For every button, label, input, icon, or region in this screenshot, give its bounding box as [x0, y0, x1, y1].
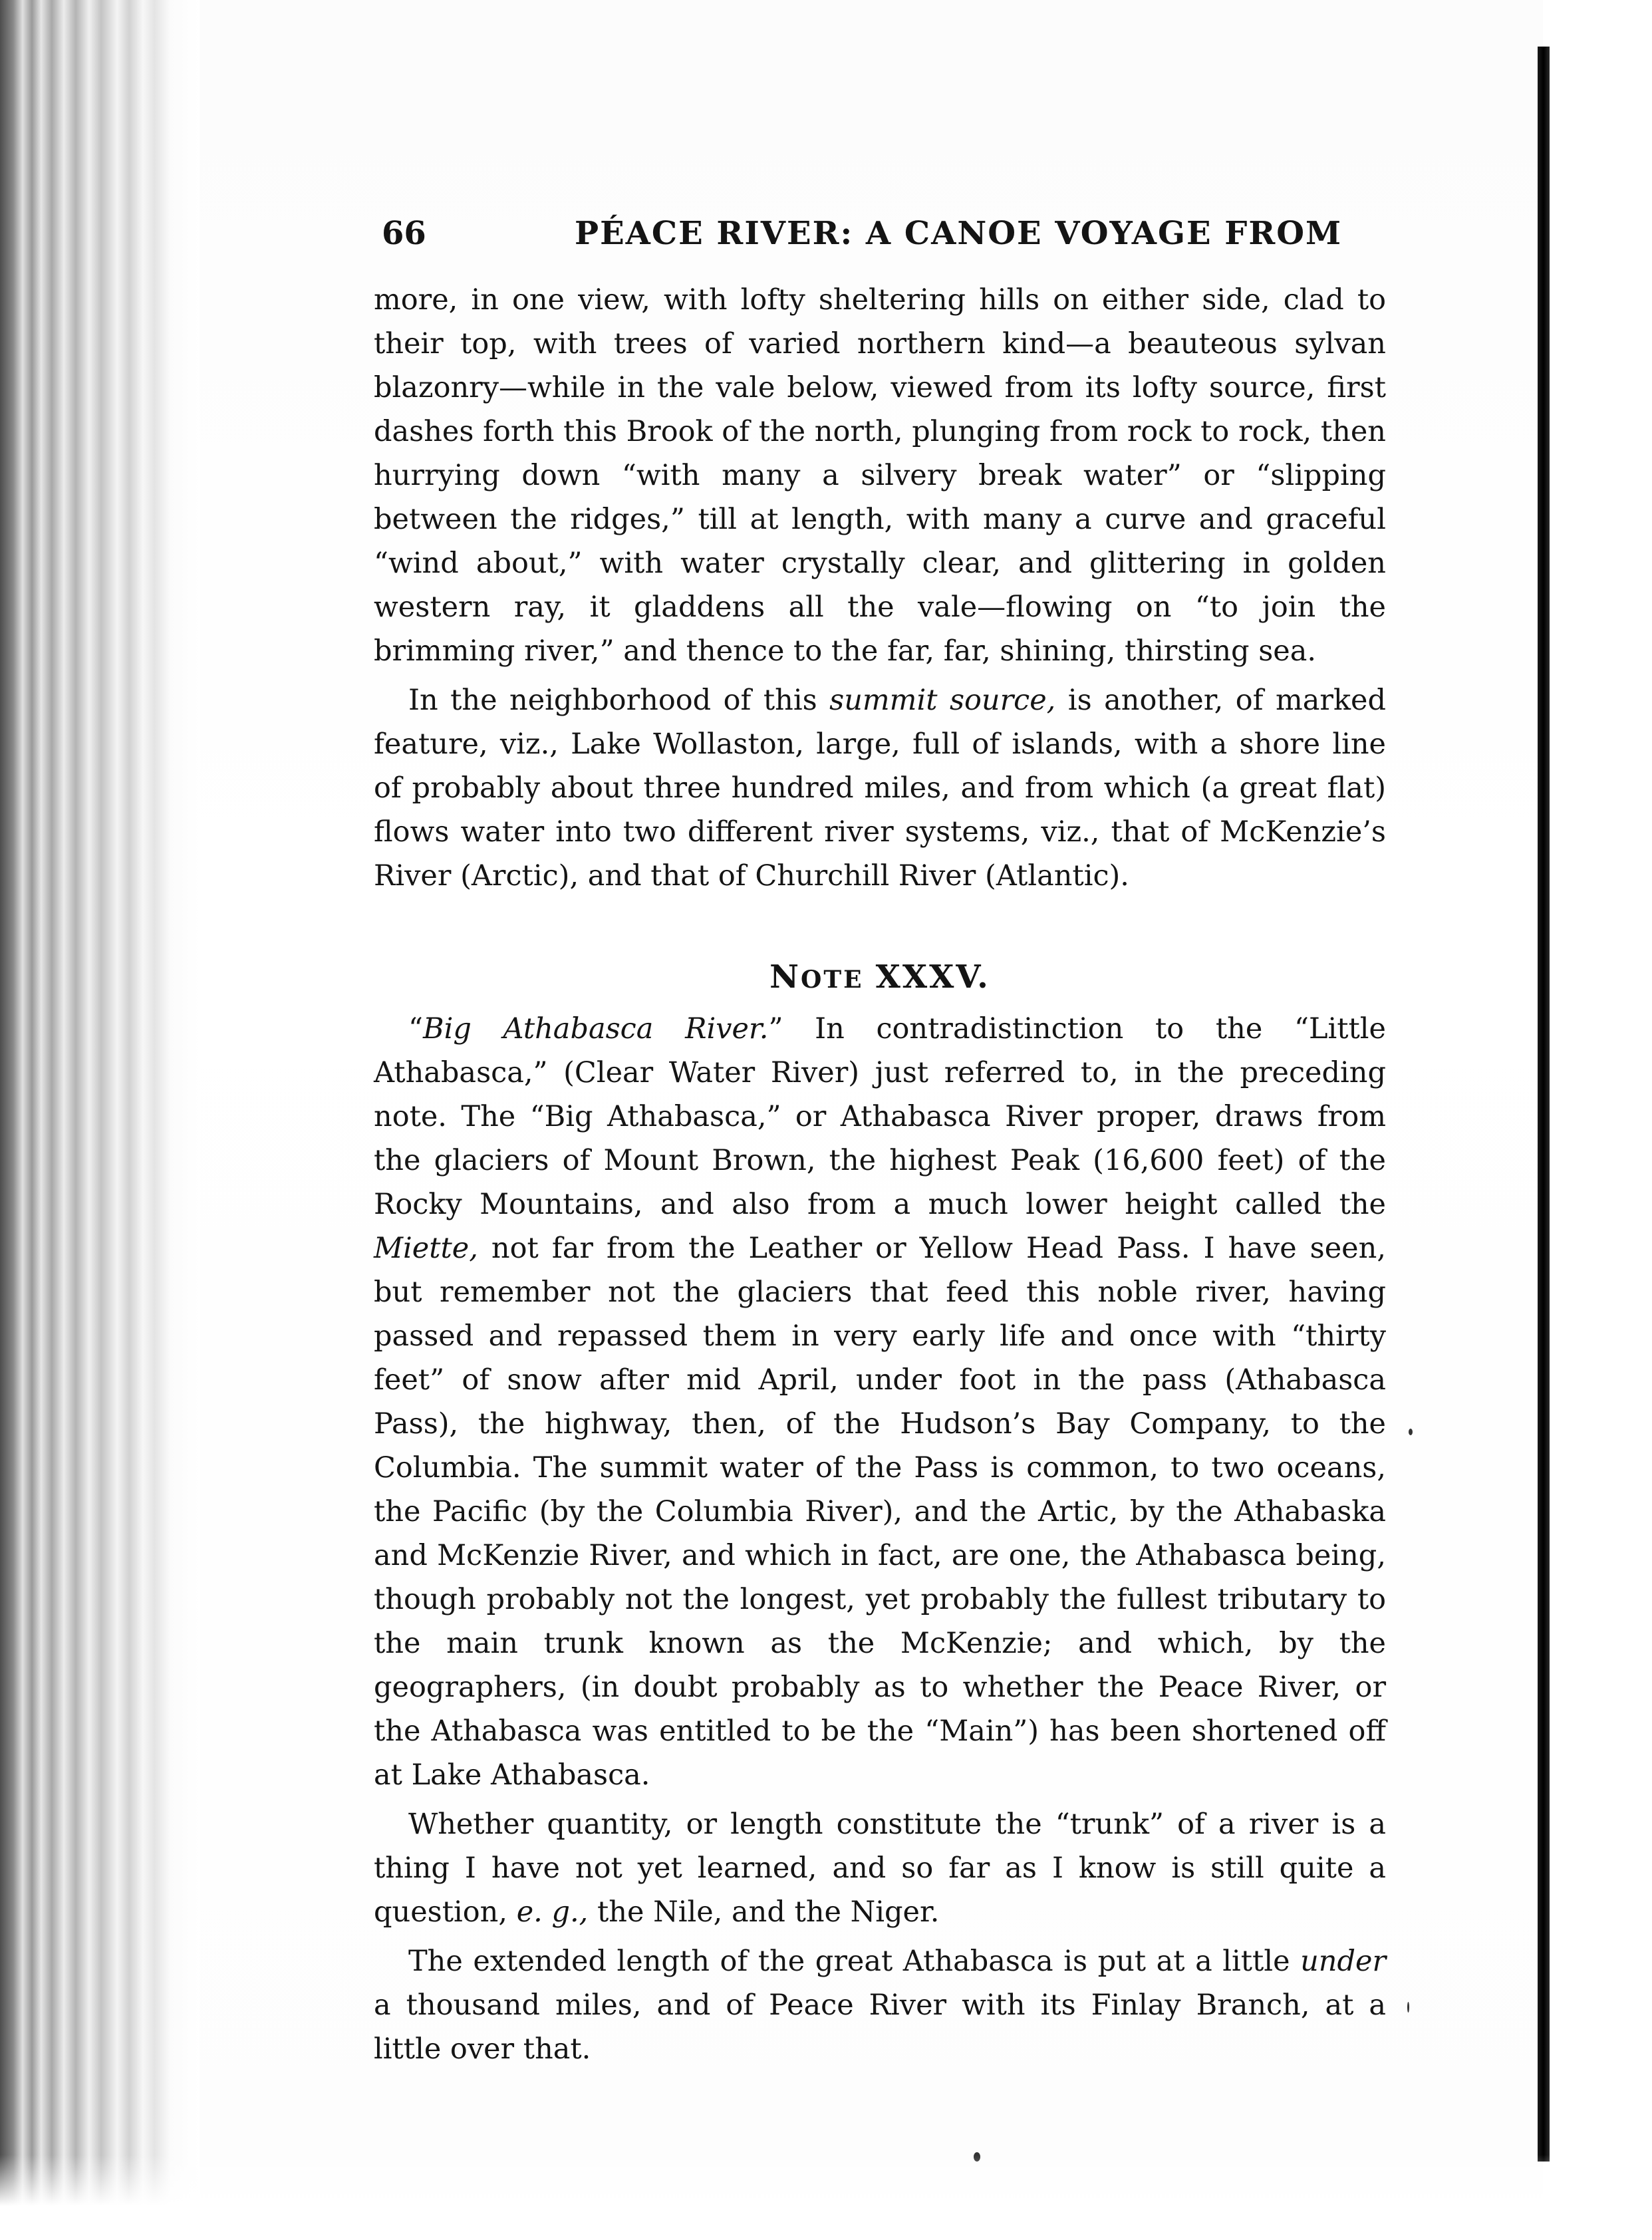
- paragraph-quantity-or-length: [374, 1802, 1386, 1934]
- note-heading: [374, 955, 1386, 1002]
- stacked-page-edges: [0, 0, 200, 2240]
- body-text: [374, 278, 1386, 2071]
- paragraph-text: “: [408, 1012, 423, 1046]
- paragraph-text: more, in one view, with lofty sheltering hills on either side, clad to their top, with trees of varied northern kind—a beauteous sylvan blazonry—while in the vale below, viewed from its lofty source, first dashes forth this Brook of the north, plunging from rock to rock, then hurrying down “with many a silvery break water” or “slipping between the ridges,” till at length, with many a curve and graceful “wind about,” with water crystally clear, and glittering in golden western ray, it gladdens all the vale—flowing on “to join the brimming river,” and thence to the far, far, shining, thirsting sea.: [374, 283, 1386, 668]
- paragraph-text: the Nile, and the Niger.: [588, 1895, 940, 1929]
- running-title: PÉACE RIVER: A CANOE VOYAGE FROM: [575, 215, 1343, 252]
- paragraph-continuation: [374, 278, 1386, 673]
- right-margin: [1550, 0, 1652, 2240]
- paragraph-text: not far from the Leather or Yellow Head Pass. I have seen, but remember not the glaciers that feed this noble river, having passed and repassed them in very early life and once with “thirty feet” of snow after mid April, under foot in the pass (Athabasca Pass), the highway, then, of the Hudson’s Bay Company, to the Columbia. The summit water of the Pass is common, to two oceans, the Pacific (by the Columbia River), and the Artic, by the Athabaska and McKenzie River, and which in fact, are one, the Athabasca being, though probably not the longest, yet probably the fullest tributary to the main trunk known as the McKenzie; and which, by the geographers, (in doubt probably as to whether the Peace River, or the Athabasca was entitled to be the “Main”) has been shortened off at Lake Athabasca.: [374, 1232, 1386, 1792]
- paragraph-extended-length: [374, 1939, 1386, 2071]
- scan-speck: [1409, 1429, 1413, 1435]
- note-heading-initial: N: [769, 958, 801, 996]
- paragraph-big-athabasca: [374, 1007, 1386, 1797]
- right-page-edge: [1538, 47, 1550, 2162]
- bottom-margin: [0, 2155, 1652, 2240]
- note-heading-numeral: XXXV.: [875, 958, 990, 996]
- italic-term: under: [1300, 1945, 1386, 1978]
- paragraph-text: Whether quantity, or length constitute the “trunk” of a river is a thing I have not yet learned, and so far as I know is still quite a question,: [374, 1808, 1386, 1929]
- italic-term: summit source,: [829, 684, 1056, 717]
- page-number: 66: [382, 215, 426, 252]
- paragraph-text: a thousand miles, and of Peace River with its Finlay Branch, at a little over that.: [374, 1989, 1386, 2066]
- paragraph-text: In the neighborhood of this: [408, 684, 830, 717]
- italic-term: Big Athabasca River.: [422, 1012, 769, 1046]
- paragraph-lake-wollaston: [374, 678, 1386, 898]
- paragraph-text: is another, of marked feature, viz., Lake Wollaston, large, full of islands, with a shore line of probably about three hundred miles, and from which (a great flat) flows water into two different river systems, viz., that of McKenzie’s River (Arctic), and that of Churchill River (Atlantic).: [374, 684, 1386, 893]
- italic-term: e. g.,: [516, 1895, 589, 1929]
- note-heading-smallcaps: OTE: [800, 966, 864, 994]
- italic-term: Miette,: [374, 1232, 478, 1265]
- scan-speck: [1407, 2002, 1409, 2013]
- running-header: [382, 210, 1343, 257]
- paragraph-text: The extended length of the great Athabasca is put at a little: [408, 1945, 1301, 1978]
- paragraph-text: ” In contradistinction to the “Little Athabasca,” (Clear Water River) just referred to, in the preceding note. The “Big Athabasca,” or Athabasca River proper, draws from the glaciers of Mount Brown, the highest Peak (16,600 feet) of the Rocky Mountains, and also from a much lower height called the: [374, 1012, 1387, 1221]
